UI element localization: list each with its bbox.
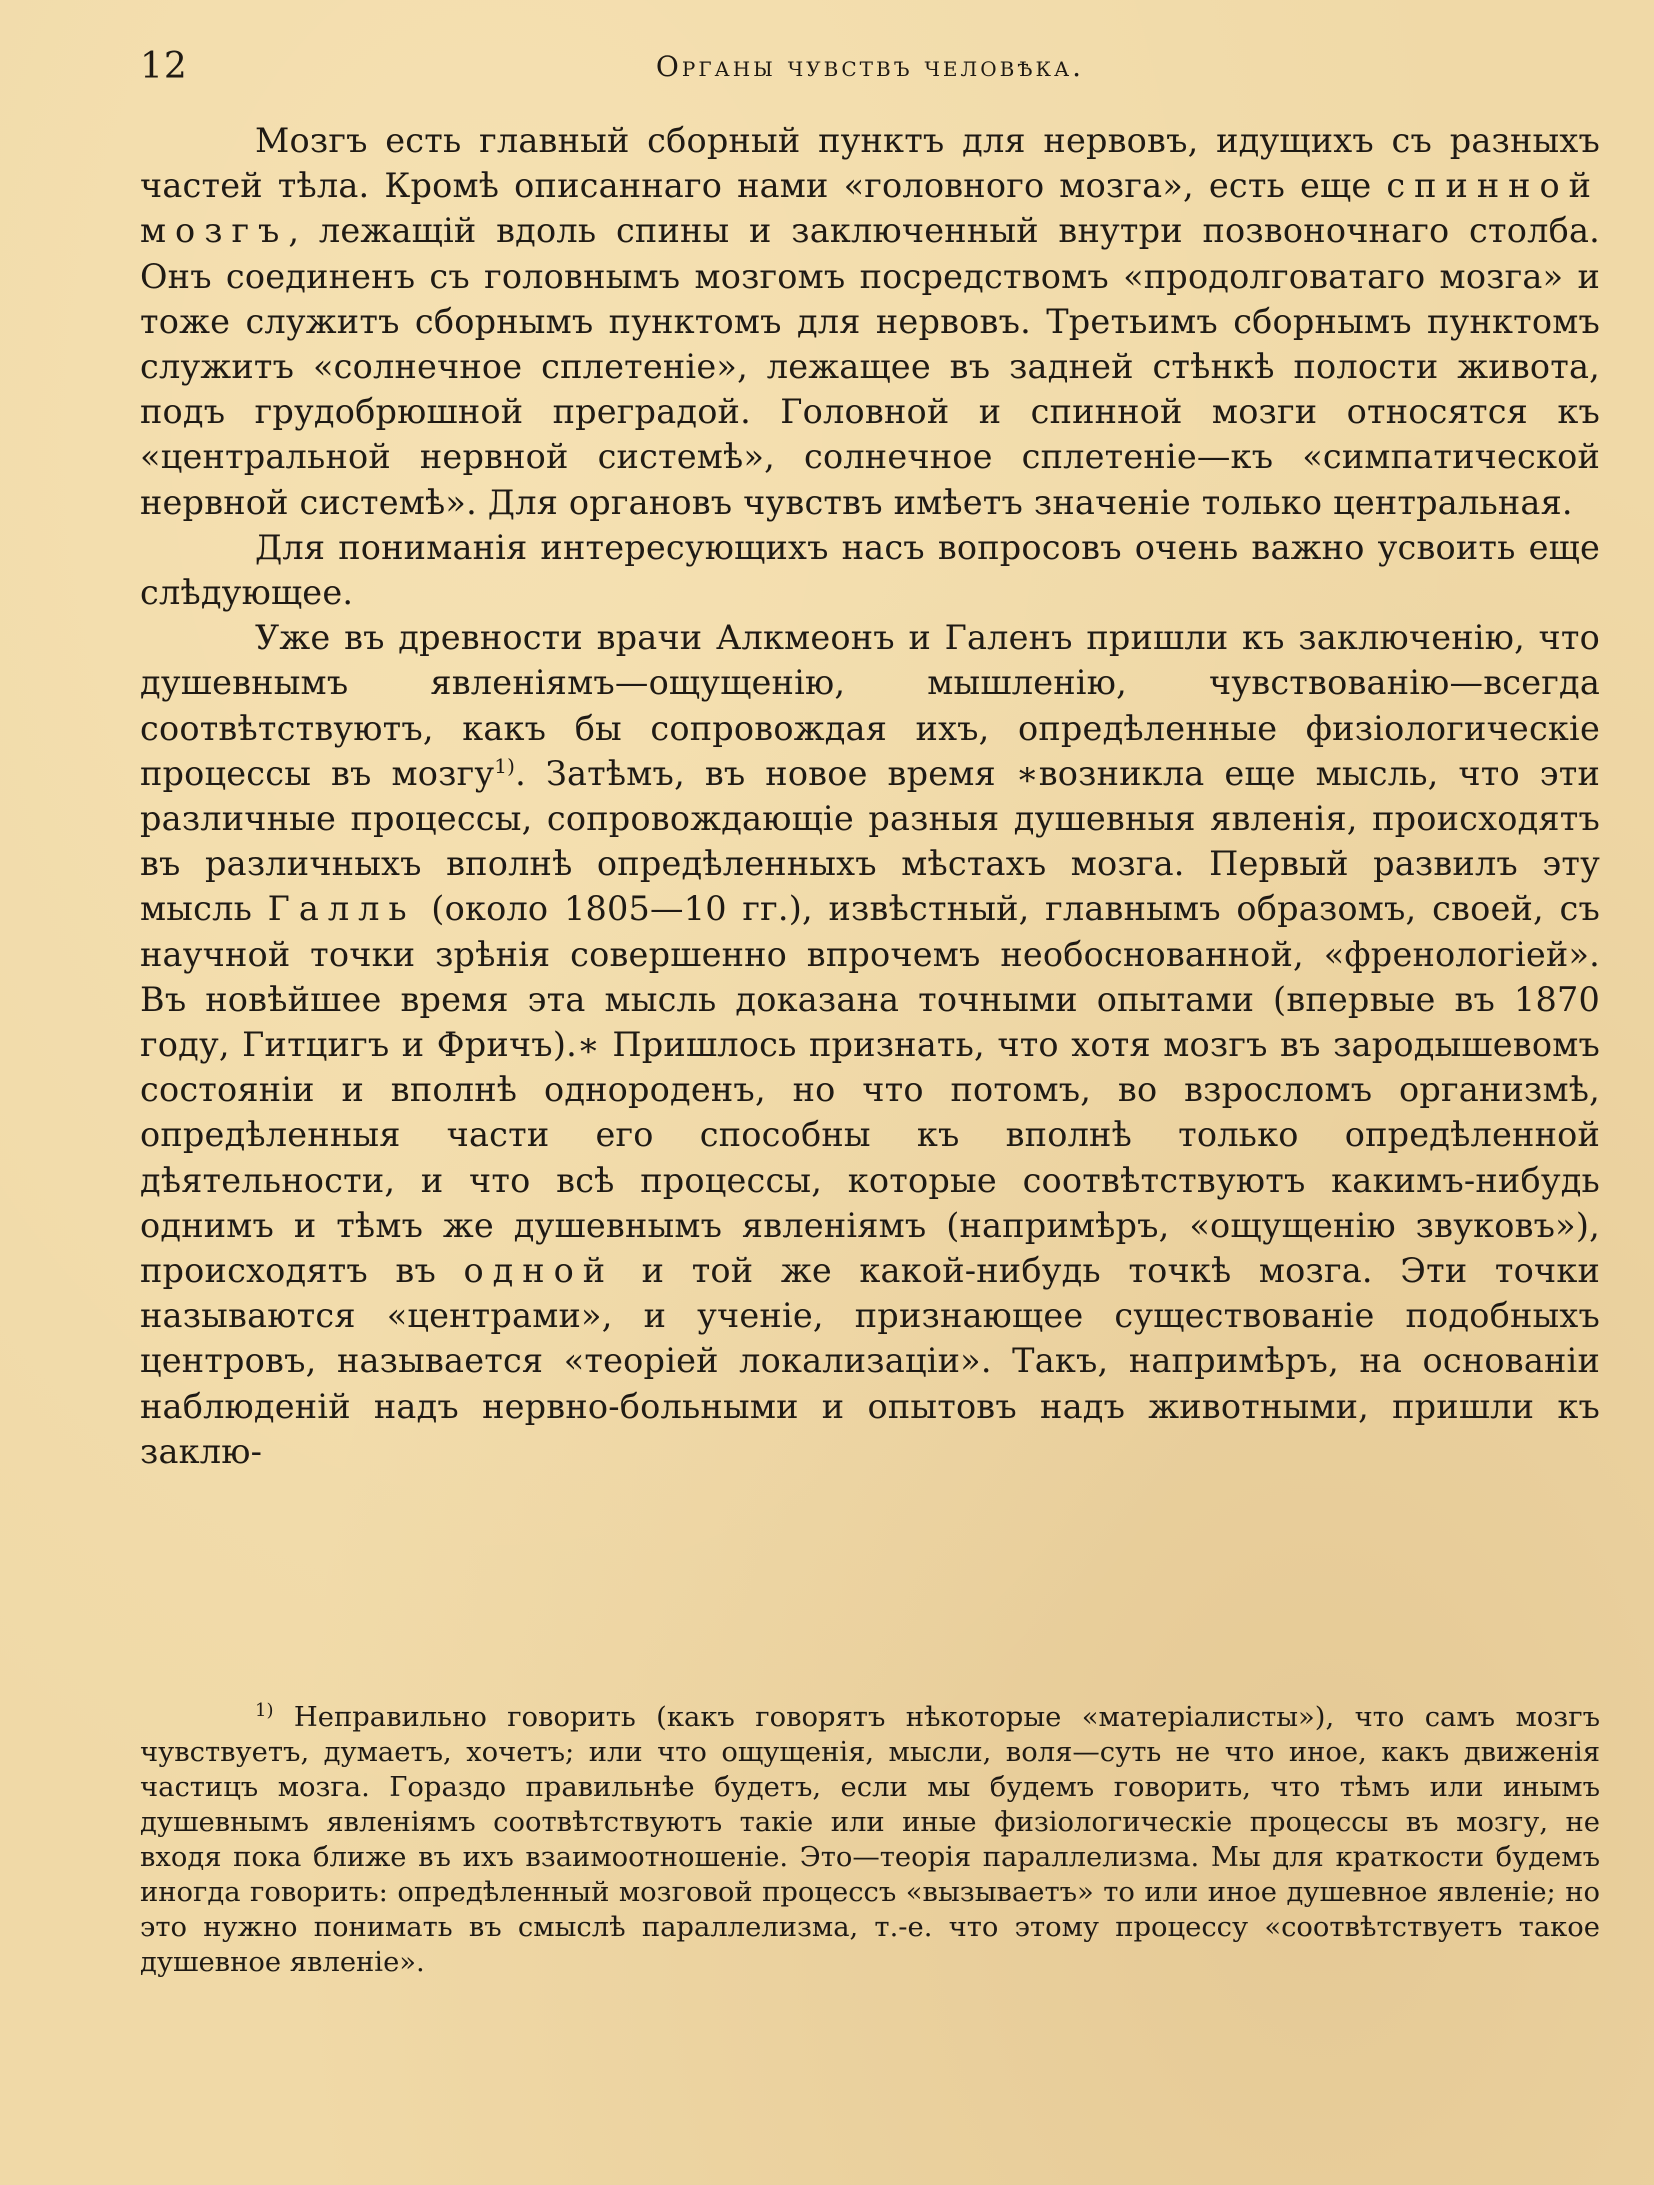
paragraph-1 — [140, 118, 1600, 525]
footnote-text — [140, 1700, 1600, 1980]
footnote-body: Неправильно говорить (какъ говорятъ нѣкоторые «матерiалисты»), что самъ мозгъ чувствуетъ, думаетъ, хочетъ; или что ощущенiя, мысли, воля—суть не что иное, какъ движенiя частицъ мозга. Гораздо правильнѣе будетъ, если мы будемъ говорить, что тѣмъ или инымъ душевнымъ явленiямъ соотвѣтствуютъ такiе или иные физiологическiе процессы въ мозгу, не входя пока ближе въ ихъ взаимоотношенiе. Это—теорiя параллелизма. Мы для краткости будемъ иногда говорить: опредѣленный мозговой процессъ «вызываетъ» то или иное душевное явленiе; но это нужно понимать въ смыслѣ параллелизма, т.-е. что этому процессу «соотвѣтствуетъ такое душевное явленiе». — [140, 1702, 1600, 1978]
spaced-term-one: одной — [463, 1251, 615, 1291]
paragraph-1-part-b: , лежащiй вдоль спины и заключенный внутри позвоночнаго столба. Онъ соединенъ съ головнымъ мозгомъ посредствомъ «продолговатаго мозга» и тоже служитъ сборнымъ пунктомъ для нервовъ. Третьимъ сборнымъ пунктомъ служитъ «солнечное сплетенiе», лежащее въ задней стѣнкѣ полости живота, подъ грудобрюшной преградой. Головной и спинной мозги относятся къ «центральной нервной системѣ», солнечное сплетенiе—къ «симпатической нервной системѣ». Для органовъ чувствъ имѣетъ значенiе только центральная. — [140, 211, 1600, 522]
footnote-mark: 1) — [255, 1699, 274, 1721]
paragraph-2: Для пониманiя интересующихъ насъ вопросовъ очень важно усвоить еще слѣдующее. — [140, 527, 1600, 613]
paragraph-3-part-d: и той же какой-нибудь точкѣ мозга. Эти точки называются «центрами», и ученiе, признающее существованiе подобныхъ центровъ, называется «теорiей локализацiи». Такъ, напримѣръ, на основанiи наблюденiй надъ нервно-больными и опытовъ надъ животными, пришли къ заклю- — [140, 1251, 1600, 1471]
paragraph-3-part-a: Уже въ древности врачи Алкмеонъ и Галенъ пришли къ заключенiю, что душевнымъ явленiямъ—ощущенiю, мышленiю, чувствованiю—всегда соотвѣтствуютъ, какъ бы сопровождая ихъ, опредѣленные физiологическiе процессы въ мозгу — [140, 618, 1600, 793]
paragraph-3-part-b: . Затѣмъ, въ новое время ∗возникла еще мысль, что эти различные процессы, сопровождающiе разныя душевныя явленiя, происходятъ въ различныхъ вполнѣ опредѣленныхъ мѣстахъ мозга. Первый развилъ эту мысль — [140, 753, 1600, 929]
running-title: Органы чувствъ человѣка. — [655, 50, 1085, 83]
spaced-name-gall: Галль — [267, 889, 416, 929]
paragraph-3-part-c: (около 1805—10 гг.), извѣстный, главнымъ образомъ, своей, съ научной точки зрѣнiя совершенно впрочемъ необоснованной, «френологiей». Въ новѣйшее время эта мысль доказана точными опытами (впервые въ 1870 году, Гитцигъ и Фричъ).∗ Пришлось признать, что хотя мозгъ въ зародышевомъ состоянiи и вполнѣ однороденъ, но что потомъ, во взросломъ организмѣ, опредѣленныя части его способны къ вполнѣ только опредѣленной дѣятельности, и что всѣ процессы, которые соотвѣтствуютъ какимъ-нибудь однимъ и тѣмъ же душевнымъ явленiямъ (напримѣръ, «ощущенiю звуковъ»), происходятъ въ — [140, 889, 1600, 1291]
page-number: 12 — [140, 46, 188, 87]
footnote — [140, 1700, 1600, 1980]
paragraph-1-part-a: Мозгъ есть главный сборный пунктъ для нервовъ, идущихъ съ разныхъ частей тѣла. Кромѣ описаннаго нами «головного мозга», есть еще — [140, 121, 1600, 206]
paragraph-3 — [140, 615, 1600, 1474]
running-head — [140, 40, 1600, 100]
footnote-reference[interactable]: 1) — [494, 753, 516, 778]
book-page — [140, 40, 1600, 2140]
spaced-term-spinal-cord: спинной мозгъ — [140, 166, 1600, 251]
main-text — [140, 118, 1600, 1474]
